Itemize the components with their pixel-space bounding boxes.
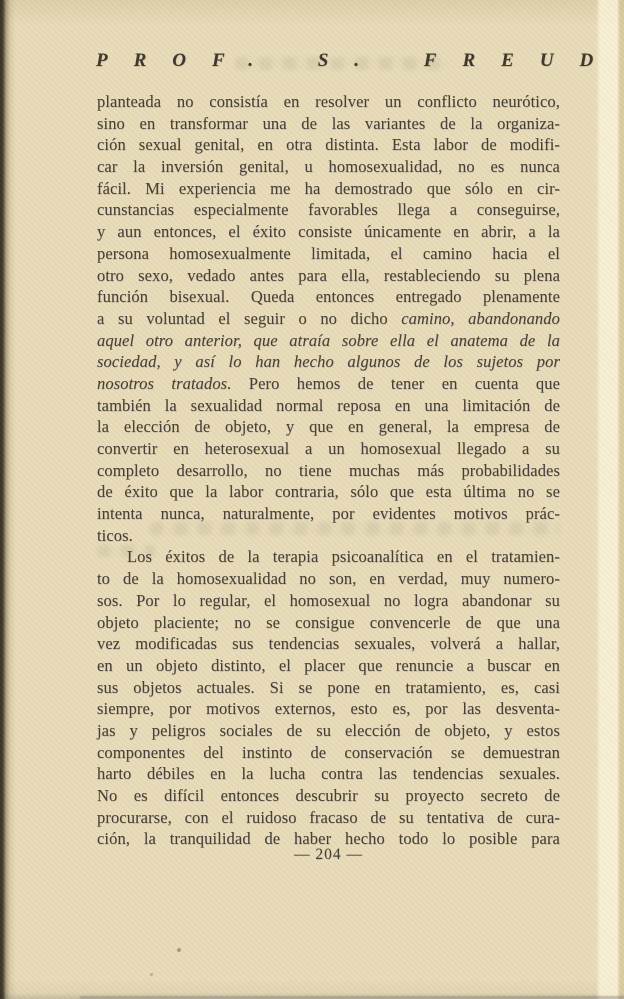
- text-line: persona homosexualmente limitada, el camino hacia el: [97, 243, 560, 263]
- text-line: No es difícil entonces descubrir su proyecto secreto de: [97, 786, 560, 805]
- text-line: siempre, por motivos externos, esto es, por las desventa-: [97, 699, 560, 719]
- text-segment: camino, abandonando: [401, 308, 560, 328]
- text-block: [97, 91, 560, 850]
- text-line: también la sexualidad normal reposa en una limitación de: [97, 395, 560, 415]
- text-line: fácil. Mi experiencia me ha demostrado que sólo en cir-: [97, 178, 560, 198]
- text-line: ción, la tranquilidad de haber hecho todo lo posible para: [97, 829, 560, 849]
- text-line: convertir en heterosexual a un homosexual llegado a su: [97, 439, 560, 458]
- paper-speck: [177, 948, 181, 952]
- text-line: [97, 351, 560, 373]
- text-segment: a su voluntad el seguir o no dicho: [97, 308, 402, 328]
- running-head: PROF. S. FREUD: [96, 50, 620, 71]
- text-line: completo desarrollo, no tiene muchas más probabilidades: [97, 460, 560, 480]
- text-line: la elección de objeto, y que en general, la empresa de: [97, 417, 560, 437]
- text-line: procurarse, con el ruidoso fracaso de su tentativa de cura-: [97, 807, 560, 827]
- text-line: [97, 373, 560, 395]
- text-line: vez modificadas sus tendencias sexuales, volverá a hallar,: [97, 634, 560, 654]
- text-line: sus objetos actuales. Si se pone en tratamiento, es, casi: [97, 677, 560, 697]
- paper-speck: [150, 973, 153, 976]
- text-line: jas y peligros sociales de su elección de objeto, y estos: [97, 720, 560, 740]
- text-segment: Pero hemos de tener en cuenta que: [231, 373, 560, 393]
- text-line: to de la homosexualidad no son, en verdad, muy numero-: [97, 569, 560, 589]
- text-segment: aquel otro anterior, que atraía sobre ella el anatema de la: [97, 330, 560, 350]
- text-line: otro sexo, vedado antes para ella, restableciendo su plena: [97, 265, 560, 285]
- text-line: harto débiles en la lucha contra las tendencias sexuales.: [97, 764, 560, 784]
- text-line: ción sexual genital, en otra distinta. Esta labor de modifi-: [97, 135, 560, 155]
- text-line: función bisexual. Queda entonces entregado plenamente: [97, 287, 560, 307]
- text-segment: sociedad, y así lo han hecho algunos de los sujetos por: [97, 352, 560, 372]
- text-line: ticos.: [97, 525, 133, 545]
- text-line: sino en transformar una de las variantes de la organiza-: [97, 113, 560, 133]
- text-line: cunstancias especialmente favorables llega a conseguirse,: [97, 200, 560, 220]
- text-line: planteada no consistía en resolver un conflicto neurótico,: [97, 92, 560, 111]
- text-line: componentes del instinto de conservación se demuestran: [97, 742, 560, 762]
- text-line: y aun entonces, el éxito consiste únicamente en abrir, a la: [97, 222, 560, 242]
- page-number: — 204 —: [294, 846, 363, 863]
- text-line: Los éxitos de la terapia psicoanalítica en el tratamien-: [127, 547, 560, 567]
- text-line: de éxito que la labor contraria, sólo que esta última no se: [97, 482, 560, 502]
- text-segment: nosotros tratados.: [97, 373, 232, 393]
- text-line: [97, 330, 560, 352]
- text-line: sos. Por lo regular, el homosexual no logra abandonar su: [97, 590, 560, 610]
- text-line: [97, 308, 560, 330]
- text-line: en un objeto distinto, el placer que renuncie a buscar en: [97, 655, 560, 675]
- text-line: intenta nunca, naturalmente, por evidentes motivos prác-: [97, 504, 560, 524]
- text-line: car la inversión genital, u homosexualidad, no es nunca: [97, 157, 560, 177]
- text-line: objeto placiente; no se consigue convencerle de que una: [97, 612, 560, 632]
